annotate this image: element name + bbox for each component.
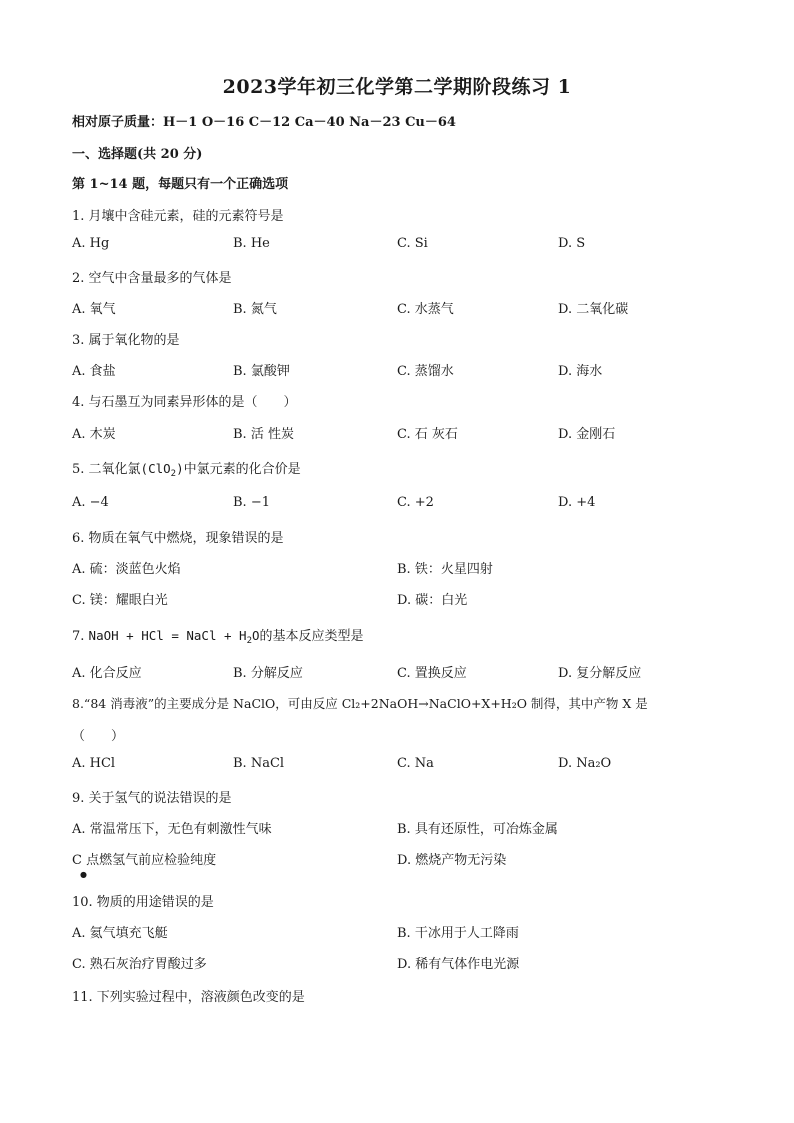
question-11: 11. 下列实验过程中，溶液颜色改变的是 <box>72 990 305 1005</box>
q10-option-a: A. 氦气填充飞艇 <box>72 926 168 941</box>
q5-stem-post: 中氯元素的化合价是 <box>183 462 301 477</box>
q1-option-a: A. Hg <box>72 236 110 251</box>
q7-stem-pre: 7. <box>72 629 89 644</box>
q4-option-d: D. 金刚石 <box>558 427 616 442</box>
q6-option-d: D. 碳：白光 <box>397 593 468 608</box>
page-title: 2023学年初三化学第二学期阶段练习 1 <box>222 76 572 98</box>
q10-option-b: B. 干冰用于人工降雨 <box>397 926 519 941</box>
atomic-mass-line: 相对原子质量：H－1 O－16 C－12 Ca－40 Na－23 Cu－64 <box>72 115 456 130</box>
q8-option-c: C. Na <box>397 756 434 771</box>
question-9: 9. 关于氢气的说法错误的是 <box>72 791 232 806</box>
q5-option-d: D. +4 <box>558 495 596 510</box>
q8-option-b: B. NaCl <box>233 756 285 771</box>
q1-option-b: B. He <box>233 236 270 251</box>
q5-option-a: A. −4 <box>72 495 109 510</box>
question-7 <box>72 625 364 646</box>
q7-stem-post: 的基本反应类型是 <box>259 629 364 644</box>
q3-option-c: C. 蒸馏水 <box>397 364 454 379</box>
q6-option-a: A. 硫：淡蓝色火焰 <box>72 562 181 577</box>
q9-option-b: B. 具有还原性，可冶炼金属 <box>397 822 558 837</box>
q10-option-d: D. 稀有气体作电光源 <box>397 957 520 972</box>
question-8-blank: （ ） <box>72 729 125 744</box>
q2-option-d: D. 二氧化碳 <box>558 302 629 317</box>
stray-dot-mark: ● <box>80 870 87 879</box>
q7-option-b: B. 分解反应 <box>233 666 303 681</box>
q4-option-a: A. 木炭 <box>72 427 116 442</box>
section-subheading: 第 1~14 题，每题只有一个正确选项 <box>72 177 289 192</box>
question-10: 10. 物质的用途错误的是 <box>72 895 214 910</box>
q1-option-d: D. S <box>558 236 586 251</box>
question-4: 4. 与石墨互为同素异形体的是（ ） <box>72 395 297 410</box>
q2-option-b: B. 氮气 <box>233 302 277 317</box>
q8-option-d: D. Na₂O <box>558 756 612 771</box>
q1-option-c: C. Si <box>397 236 428 251</box>
q7-option-c: C. 置换反应 <box>397 666 467 681</box>
q7-option-d: D. 复分解反应 <box>558 666 642 681</box>
q2-option-c: C. 水蒸气 <box>397 302 454 317</box>
q4-option-c: C. 石 灰石 <box>397 427 458 442</box>
q8-option-a: A. HCl <box>72 756 116 771</box>
q9-option-d: D. 燃烧产物无污染 <box>397 853 507 868</box>
q5-formula: (ClO$_2$) <box>140 461 184 479</box>
q10-option-c: C. 熟石灰治疗胃酸过多 <box>72 957 207 972</box>
q5-option-c: C. +2 <box>397 495 434 510</box>
q9-option-a: A. 常温常压下，无色有刺激性气味 <box>72 822 272 837</box>
question-2: 2. 空气中含量最多的气体是 <box>72 271 232 286</box>
question-1: 1. 月壤中含硅元素，硅的元素符号是 <box>72 209 284 224</box>
question-5 <box>72 458 301 479</box>
q6-option-c: C. 镁：耀眼白光 <box>72 593 168 608</box>
q3-option-d: D. 海水 <box>558 364 603 379</box>
q6-option-b: B. 铁：火星四射 <box>397 562 493 577</box>
q3-option-b: B. 氯酸钾 <box>233 364 290 379</box>
section-heading: 一、选择题(共 20 分) <box>72 147 203 162</box>
question-8: 8.“84 消毒液”的主要成分是 NaClO，可由反应 Cl₂+2NaOH→NaClO+X+H₂O 制得，其中产物 X 是 <box>72 696 648 711</box>
q5-option-b: B. −1 <box>233 495 270 510</box>
q2-option-a: A. 氧气 <box>72 302 116 317</box>
q9-option-c: C 点燃氢气前应检验纯度 <box>72 853 217 868</box>
q7-option-a: A. 化合反应 <box>72 666 142 681</box>
question-6: 6. 物质在氧气中燃烧，现象错误的是 <box>72 531 284 546</box>
q3-option-a: A. 食盐 <box>72 364 116 379</box>
question-3: 3. 属于氧化物的是 <box>72 333 180 348</box>
q7-formula: NaOH + HCl = NaCl + $H_2O$ <box>88 628 260 646</box>
q5-stem-pre: 5. 二氧化氯 <box>72 462 141 477</box>
q4-option-b: B. 活 性炭 <box>233 427 294 442</box>
